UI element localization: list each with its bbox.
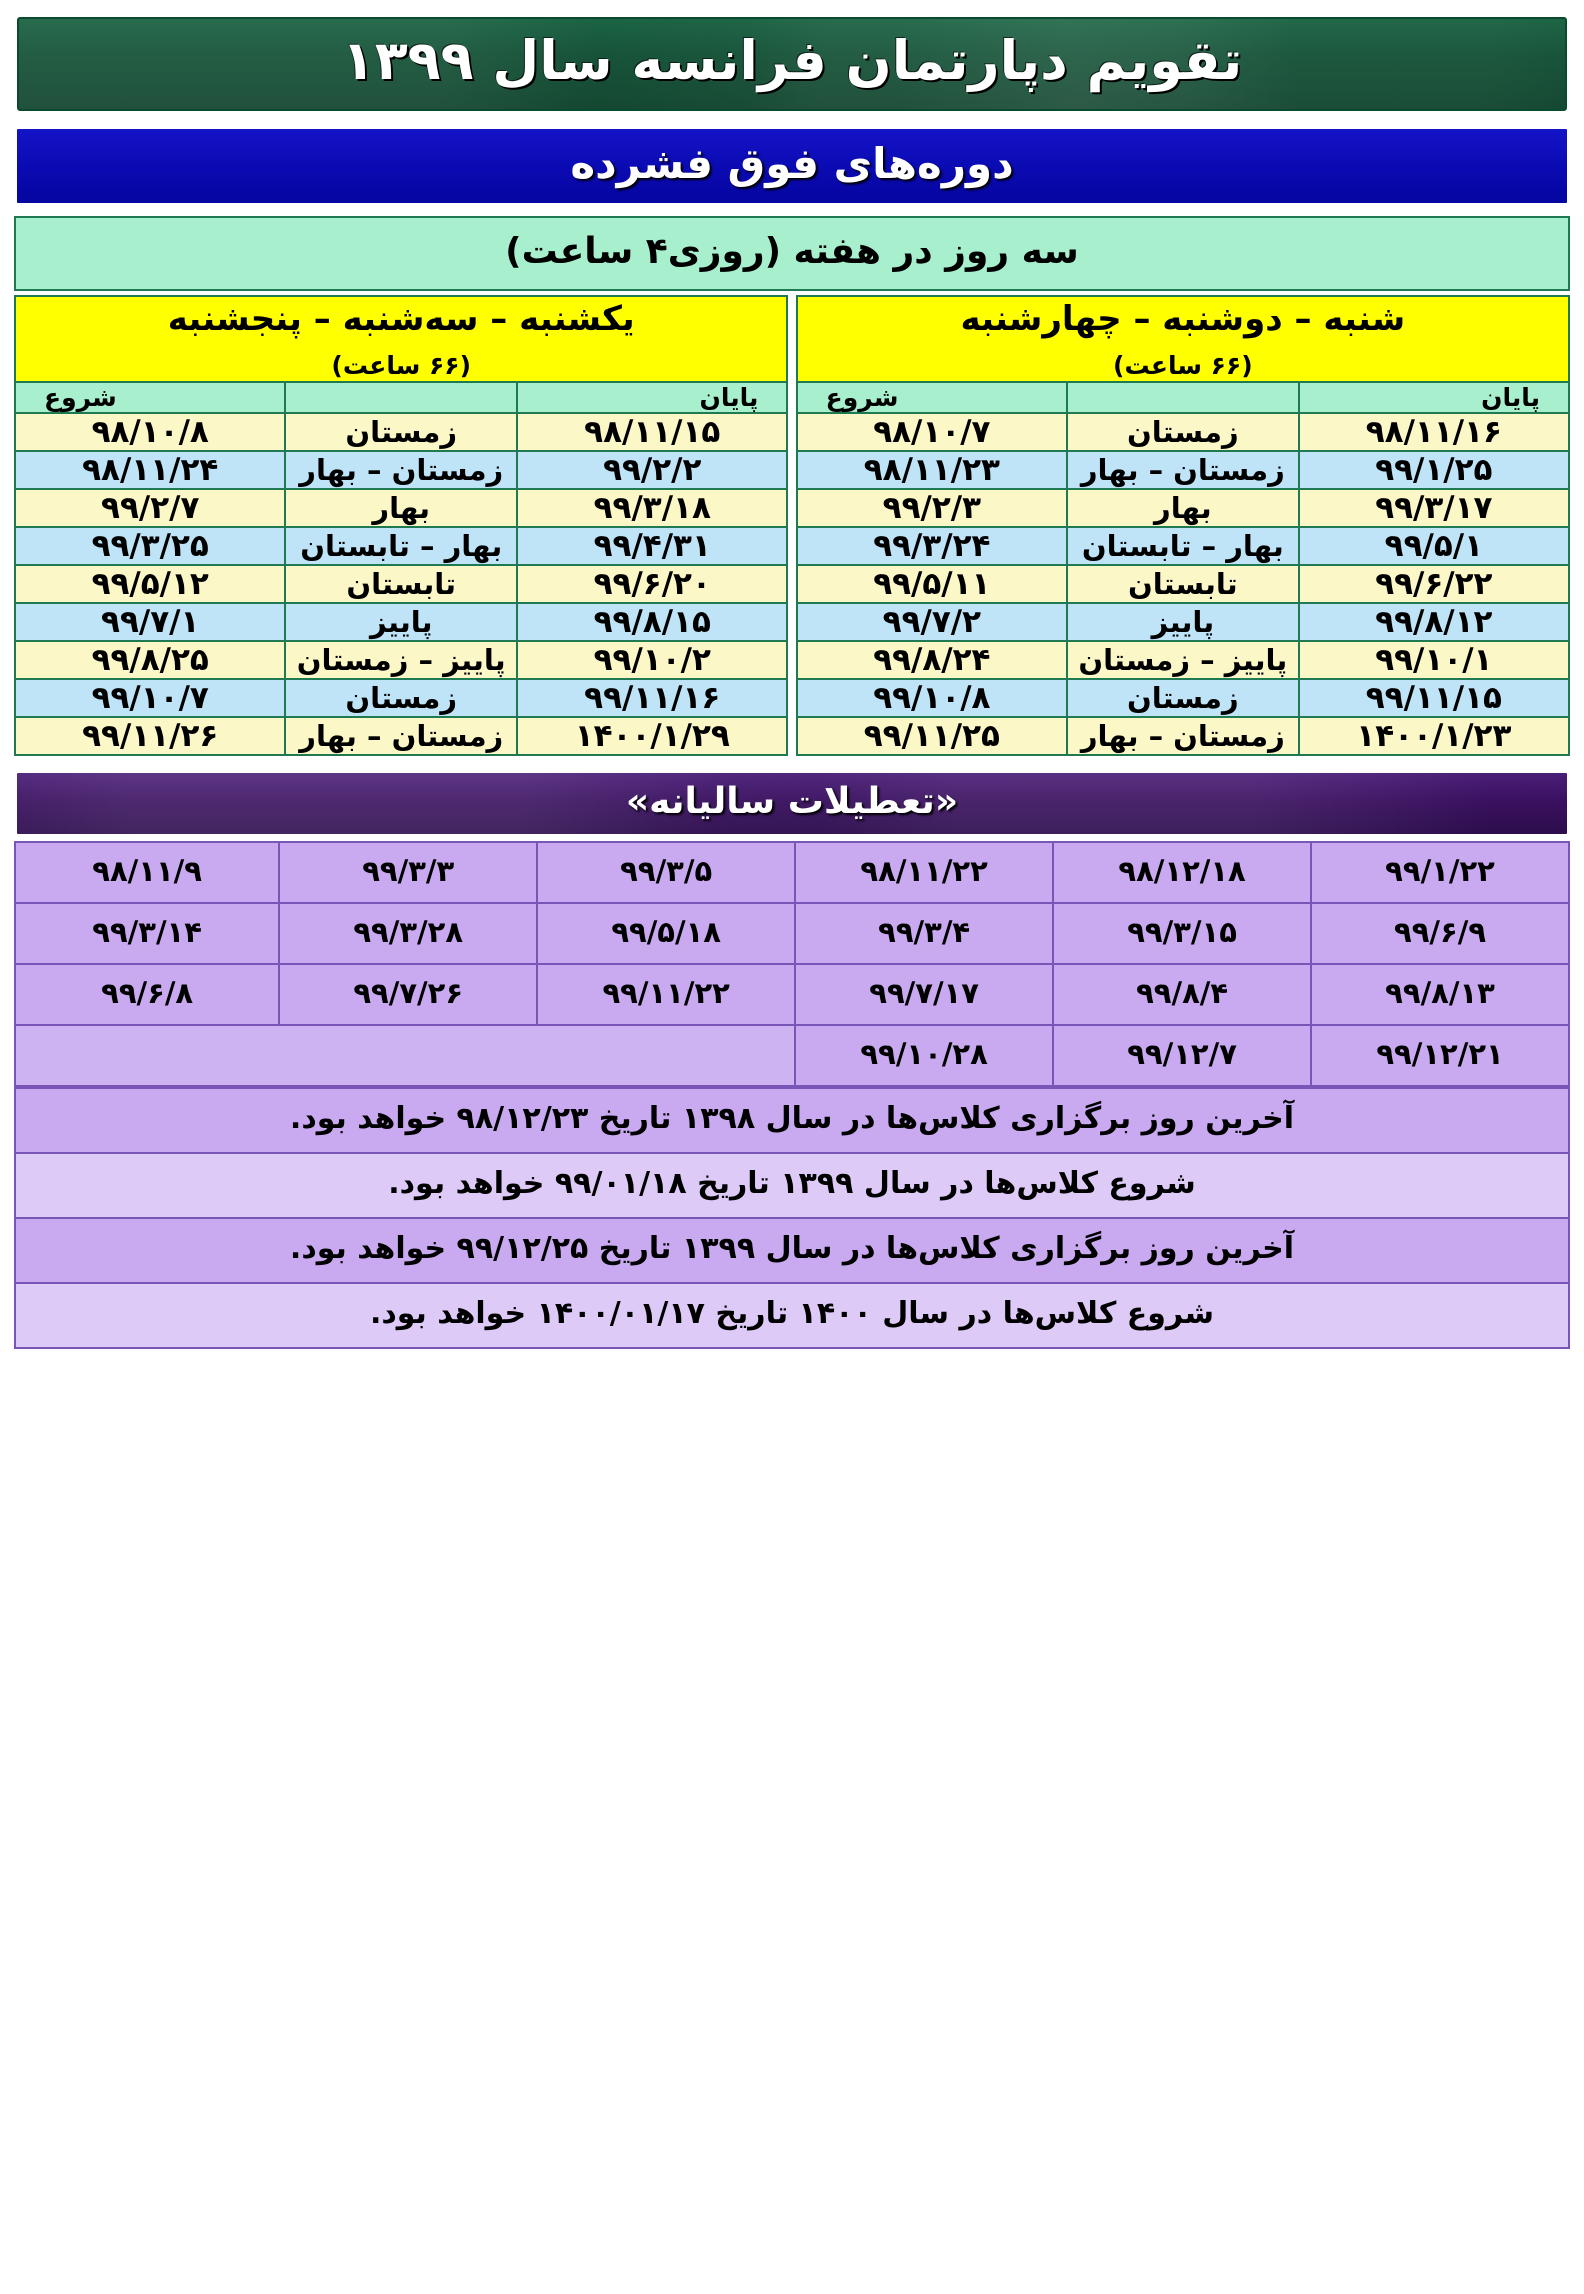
group-header-sun-tue-thu xyxy=(15,296,787,382)
start-date: ۹۹/۵/۱۱ xyxy=(797,565,1067,603)
column-separator xyxy=(787,451,796,489)
col-header-start-1: شروع xyxy=(797,382,1067,413)
start-date: ۹۸/۱۱/۲۴ xyxy=(15,451,285,489)
holiday-date: ۹۹/۱۱/۲۲ xyxy=(537,964,795,1025)
start-date: ۹۹/۱۰/۸ xyxy=(797,679,1067,717)
season-label: بهار – تابستان xyxy=(1067,527,1299,565)
holiday-row xyxy=(15,964,1569,1025)
notes-table xyxy=(14,1087,1570,1349)
group-name: شنبه – دوشنبه – چهارشنبه xyxy=(960,299,1406,340)
table-row xyxy=(15,413,1569,451)
end-date: ۱۴۰۰/۱/۲۳ xyxy=(1299,717,1569,755)
column-separator xyxy=(787,527,796,565)
column-separator xyxy=(787,296,796,382)
season-label: زمستان – بهار xyxy=(285,451,517,489)
season-label: بهار xyxy=(285,489,517,527)
column-separator xyxy=(787,641,796,679)
table-row xyxy=(15,565,1569,603)
start-date: ۹۹/۷/۱ xyxy=(15,603,285,641)
end-date: ۹۹/۱۰/۱ xyxy=(1299,641,1569,679)
start-date: ۹۹/۸/۲۵ xyxy=(15,641,285,679)
table-row xyxy=(15,489,1569,527)
season-label: زمستان – بهار xyxy=(285,717,517,755)
end-date: ۹۹/۱۱/۱۵ xyxy=(1299,679,1569,717)
holiday-empty-cell xyxy=(15,1025,795,1086)
holiday-row xyxy=(15,1025,1569,1086)
note-row xyxy=(15,1283,1569,1348)
end-date: ۹۹/۵/۱ xyxy=(1299,527,1569,565)
holiday-date: ۹۸/۱۱/۹ xyxy=(15,842,279,903)
course-type-label: دوره‌های فوق فشرده xyxy=(570,138,1014,188)
start-date: ۹۹/۷/۲ xyxy=(797,603,1067,641)
season-label: زمستان xyxy=(285,679,517,717)
holiday-date: ۹۹/۵/۱۸ xyxy=(537,903,795,964)
end-date: ۹۹/۸/۱۵ xyxy=(517,603,787,641)
holiday-date: ۹۹/۱/۲۲ xyxy=(1311,842,1569,903)
holiday-date: ۹۹/۱۲/۲۱ xyxy=(1311,1025,1569,1086)
group-header-sat-mon-wed xyxy=(797,296,1569,382)
holidays-table xyxy=(14,841,1570,1087)
holiday-date: ۹۹/۳/۱۵ xyxy=(1053,903,1311,964)
note-row xyxy=(15,1153,1569,1218)
start-date: ۹۸/۱۱/۲۳ xyxy=(797,451,1067,489)
end-date: ۹۹/۸/۱۲ xyxy=(1299,603,1569,641)
end-date: ۹۹/۳/۱۷ xyxy=(1299,489,1569,527)
end-date: ۱۴۰۰/۱/۲۹ xyxy=(517,717,787,755)
start-date: ۹۹/۸/۲۴ xyxy=(797,641,1067,679)
column-separator xyxy=(787,565,796,603)
start-date: ۹۹/۱۱/۲۶ xyxy=(15,717,285,755)
start-date: ۹۹/۳/۲۵ xyxy=(15,527,285,565)
start-date: ۹۹/۲/۷ xyxy=(15,489,285,527)
season-label: بهار – تابستان xyxy=(285,527,517,565)
start-date: ۹۹/۵/۱۲ xyxy=(15,565,285,603)
holiday-date: ۹۸/۱۲/۱۸ xyxy=(1053,842,1311,903)
start-date: ۹۹/۲/۳ xyxy=(797,489,1067,527)
group-name: یکشنبه – سه‌شنبه – پنجشنبه xyxy=(167,299,635,340)
note-row xyxy=(15,1218,1569,1283)
group-header-row xyxy=(15,296,1569,382)
column-separator xyxy=(787,717,796,755)
holiday-date: ۹۹/۱۲/۷ xyxy=(1053,1025,1311,1086)
schedule-section-title: سه روز در هفته (روزی۴ ساعت) xyxy=(505,230,1079,272)
end-date: ۹۹/۳/۱۸ xyxy=(517,489,787,527)
season-label: پاییز – زمستان xyxy=(285,641,517,679)
season-label: زمستان xyxy=(285,413,517,451)
holiday-row xyxy=(15,842,1569,903)
season-label: زمستان xyxy=(1067,413,1299,451)
end-date: ۹۹/۴/۳۱ xyxy=(517,527,787,565)
end-date: ۹۹/۶/۲۲ xyxy=(1299,565,1569,603)
end-date: ۹۸/۱۱/۱۵ xyxy=(517,413,787,451)
table-row xyxy=(15,451,1569,489)
schedule-table xyxy=(14,295,1570,756)
col-header-end-1: پایان xyxy=(1299,382,1569,413)
end-date: ۹۹/۲/۲ xyxy=(517,451,787,489)
start-date: ۹۹/۱۰/۷ xyxy=(15,679,285,717)
table-row xyxy=(15,603,1569,641)
season-label: زمستان – بهار xyxy=(1067,451,1299,489)
holiday-date: ۹۹/۷/۲۶ xyxy=(279,964,537,1025)
note-text: آخرین روز برگزاری کلاس‌ها در سال ۱۳۹۸ تاریخ ۹۸/۱۲/۲۳ خواهد بود. xyxy=(15,1088,1569,1153)
start-date: ۹۸/۱۰/۸ xyxy=(15,413,285,451)
column-separator xyxy=(787,679,796,717)
holiday-date: ۹۹/۶/۸ xyxy=(15,964,279,1025)
col-header-start-2: شروع xyxy=(15,382,285,413)
start-date: ۹۹/۳/۲۴ xyxy=(797,527,1067,565)
col-header-season-1 xyxy=(1067,382,1299,413)
season-label: تابستان xyxy=(1067,565,1299,603)
season-label: پاییز xyxy=(1067,603,1299,641)
table-row xyxy=(15,717,1569,755)
table-row xyxy=(15,527,1569,565)
holiday-date: ۹۹/۳/۲۸ xyxy=(279,903,537,964)
holiday-date: ۹۹/۷/۱۷ xyxy=(795,964,1053,1025)
holiday-date: ۹۸/۱۱/۲۲ xyxy=(795,842,1053,903)
holiday-date: ۹۹/۱۰/۲۸ xyxy=(795,1025,1053,1086)
table-row xyxy=(15,679,1569,717)
holiday-date: ۹۹/۸/۱۳ xyxy=(1311,964,1569,1025)
holiday-date: ۹۹/۸/۴ xyxy=(1053,964,1311,1025)
column-header-row xyxy=(15,382,1569,413)
season-label: بهار xyxy=(1067,489,1299,527)
holiday-row xyxy=(15,903,1569,964)
note-text: شروع کلاس‌ها در سال ۱۴۰۰ تاریخ ۱۴۰۰/۰۱/۱۷ خواهد بود. xyxy=(15,1283,1569,1348)
note-row xyxy=(15,1088,1569,1153)
holidays-banner xyxy=(14,770,1570,837)
season-label: تابستان xyxy=(285,565,517,603)
col-header-season-2 xyxy=(285,382,517,413)
start-date: ۹۹/۱۱/۲۵ xyxy=(797,717,1067,755)
holidays-title: «تعطیلات سالیانه» xyxy=(625,781,959,823)
column-separator xyxy=(787,489,796,527)
season-label: زمستان – بهار xyxy=(1067,717,1299,755)
note-text: شروع کلاس‌ها در سال ۱۳۹۹ تاریخ ۹۹/۰۱/۱۸ خواهد بود. xyxy=(15,1153,1569,1218)
course-type-banner xyxy=(14,126,1570,206)
group-hours: (۶۶ ساعت) xyxy=(331,351,472,381)
schedule-section-header xyxy=(14,216,1570,291)
holiday-date: ۹۹/۳/۵ xyxy=(537,842,795,903)
end-date: ۹۹/۱۱/۱۶ xyxy=(517,679,787,717)
col-header-end-2: پایان xyxy=(517,382,787,413)
note-text: آخرین روز برگزاری کلاس‌ها در سال ۱۳۹۹ تاریخ ۹۹/۱۲/۲۵ خواهد بود. xyxy=(15,1218,1569,1283)
table-row xyxy=(15,641,1569,679)
end-date: ۹۸/۱۱/۱۶ xyxy=(1299,413,1569,451)
end-date: ۹۹/۱/۲۵ xyxy=(1299,451,1569,489)
end-date: ۹۹/۶/۲۰ xyxy=(517,565,787,603)
start-date: ۹۸/۱۰/۷ xyxy=(797,413,1067,451)
holiday-date: ۹۹/۳/۴ xyxy=(795,903,1053,964)
end-date: ۹۹/۱۰/۲ xyxy=(517,641,787,679)
group-hours: (۶۶ ساعت) xyxy=(1113,351,1253,381)
column-separator xyxy=(787,413,796,451)
holiday-date: ۹۹/۳/۱۴ xyxy=(15,903,279,964)
page-title: تقویم دپارتمان فرانسه سال ۱۳۹۹ xyxy=(341,29,1243,92)
column-separator xyxy=(787,603,796,641)
season-label: زمستان xyxy=(1067,679,1299,717)
column-separator xyxy=(787,382,796,413)
holiday-date: ۹۹/۶/۹ xyxy=(1311,903,1569,964)
page-title-banner xyxy=(14,14,1570,114)
season-label: پاییز xyxy=(285,603,517,641)
season-label: پاییز – زمستان xyxy=(1067,641,1299,679)
holiday-date: ۹۹/۳/۳ xyxy=(279,842,537,903)
